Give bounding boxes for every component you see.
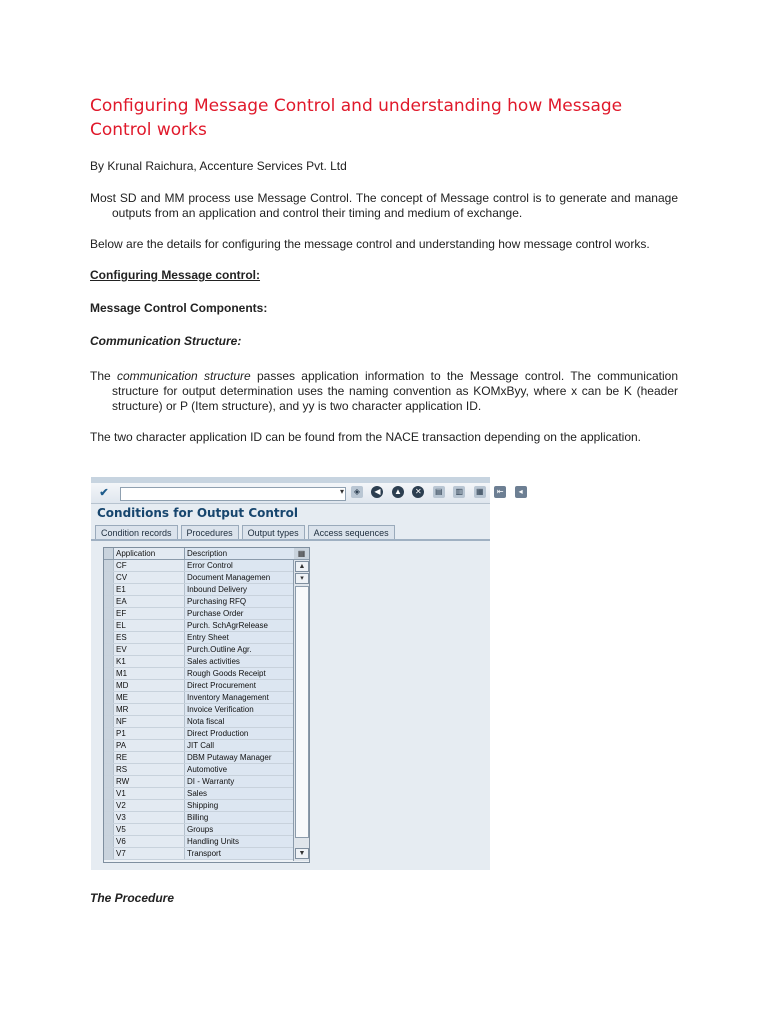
application-cell: RW [114,776,185,788]
scroll-thumb[interactable] [295,586,309,838]
application-cell: P1 [114,728,185,740]
intro-paragraph: Most SD and MM process use Message Control. The concept of Message control is to generate and manage outputs from an application and control their timing and medium of exchange. [90,191,678,220]
table-row[interactable] [104,752,298,764]
row-selector[interactable] [104,848,114,860]
table-row[interactable] [104,740,298,752]
application-cell: V3 [114,812,185,824]
application-cell: ME [114,692,185,704]
description-cell: DI - Warranty [185,776,298,788]
description-cell: Handling Units [185,836,298,848]
application-cell: E1 [114,584,185,596]
row-selector[interactable] [104,668,114,680]
table-row[interactable] [104,620,298,632]
row-selector[interactable] [104,692,114,704]
row-selector[interactable] [104,740,114,752]
table-row[interactable] [104,680,298,692]
application-cell: EV [114,644,185,656]
description-cell: Purch. SchAgrRelease [185,620,298,632]
table-row[interactable] [104,824,298,836]
table-row[interactable] [104,728,298,740]
row-selector[interactable] [104,824,114,836]
description-cell: JIT Call [185,740,298,752]
application-cell: V7 [114,848,185,860]
row-selector[interactable] [104,632,114,644]
table-row[interactable] [104,788,298,800]
table-settings-icon[interactable]: ▦ [294,548,309,560]
previous-page-icon[interactable]: ◂ [515,486,527,498]
details-paragraph: Below are the details for configuring the message control and understanding how message control works. [90,237,650,251]
comm-rest: passes application information to the Message control. The communication structure for output determination uses the naming convention as KOMxByy, where x can be K (header structure) or P (Item structure), and yy is two character application ID. [112,369,678,413]
application-cell: EL [114,620,185,632]
description-cell: Billing [185,812,298,824]
table-row[interactable] [104,596,298,608]
application-cell: EF [114,608,185,620]
description-cell: Sales [185,788,298,800]
communication-structure-paragraph [90,369,678,414]
table-row[interactable] [104,632,298,644]
application-cell: ES [114,632,185,644]
table-row[interactable] [104,572,298,584]
sap-toolbar [91,483,523,504]
row-selector[interactable] [104,584,114,596]
application-cell: RS [114,764,185,776]
table-row[interactable] [104,560,298,572]
description-cell: DBM Putaway Manager [185,752,298,764]
table-row[interactable] [104,836,298,848]
print-icon[interactable]: ▤ [433,486,445,498]
row-selector[interactable] [104,776,114,788]
table-header-row [104,548,298,560]
toolbar-icon-group [351,486,531,500]
description-cell: Nota fiscal [185,716,298,728]
description-cell: Transport [185,848,298,860]
table-row[interactable] [104,800,298,812]
select-all-cell[interactable] [104,548,114,560]
description-cell: Direct Procurement [185,680,298,692]
table-row[interactable] [104,716,298,728]
description-cell: Purchase Order [185,608,298,620]
application-cell: V1 [114,788,185,800]
application-cell: V5 [114,824,185,836]
command-dropdown-icon[interactable]: ▾ [339,487,344,496]
condition-records-button[interactable]: Condition records [95,525,178,541]
row-selector[interactable] [104,608,114,620]
description-cell: Direct Production [185,728,298,740]
comm-term: communication structure [116,369,251,383]
table-body [104,560,298,860]
row-selector[interactable] [104,728,114,740]
nace-paragraph: The two character application ID can be found from the NACE transaction depending on the application. [90,430,641,444]
application-cell: MD [114,680,185,692]
table-row[interactable] [104,656,298,668]
application-cell: CV [114,572,185,584]
row-selector[interactable] [104,656,114,668]
section-heading-configuring: Configuring Message control: [90,268,261,282]
table-row[interactable] [104,764,298,776]
section-heading-communication-structure: Communication Structure: [90,334,242,348]
table-row[interactable] [104,692,298,704]
application-cell: PA [114,740,185,752]
table-row[interactable] [104,848,298,860]
application-cell: M1 [114,668,185,680]
row-selector[interactable] [104,764,114,776]
description-cell: Groups [185,824,298,836]
description-cell: Rough Goods Receipt [185,668,298,680]
description-cell: Sales activities [185,656,298,668]
row-selector[interactable] [104,788,114,800]
save-icon[interactable]: ◈ [351,486,363,498]
table-row[interactable] [104,812,298,824]
enter-check-icon[interactable]: ✔ [99,487,109,499]
row-selector[interactable] [104,560,114,572]
first-page-icon[interactable]: ⇤ [494,486,506,498]
scroll-down-icon[interactable]: ▼ [295,848,309,859]
application-grid [104,548,298,860]
output-types-button[interactable]: Output types [242,525,305,541]
column-header-description[interactable]: Description [185,548,298,560]
table-row[interactable] [104,668,298,680]
table-row[interactable] [104,704,298,716]
sap-screenshot [91,477,523,870]
application-cell: V2 [114,800,185,812]
section-heading-procedure: The Procedure [90,891,175,905]
application-cell: CF [114,560,185,572]
description-cell: Error Control [185,560,298,572]
application-table [103,547,310,863]
page-up-icon[interactable]: ▾ [295,573,309,584]
row-selector[interactable] [104,620,114,632]
back-icon[interactable]: ◀ [371,486,383,498]
description-cell: Shipping [185,800,298,812]
row-selector[interactable] [104,836,114,848]
description-cell: Document Managemen [185,572,298,584]
row-selector[interactable] [104,752,114,764]
description-cell: Entry Sheet [185,632,298,644]
document-title: Configuring Message Control and understanding how Message Control works [90,96,623,140]
row-selector[interactable] [104,680,114,692]
row-selector[interactable] [104,716,114,728]
description-cell: Purchasing RFQ [185,596,298,608]
sap-divider [91,539,490,541]
row-selector[interactable] [104,704,114,716]
exit-icon[interactable]: ▲ [392,486,404,498]
row-selector[interactable] [104,596,114,608]
find-icon[interactable]: ▥ [453,486,465,498]
scroll-up-icon[interactable]: ▲ [295,561,309,572]
table-row[interactable] [104,584,298,596]
table-scrollbar[interactable] [293,560,309,861]
row-selector[interactable] [104,644,114,656]
cancel-icon[interactable]: ✕ [412,486,424,498]
comm-lead: The [90,369,117,383]
command-field[interactable] [120,487,346,501]
row-selector[interactable] [104,572,114,584]
access-sequences-button[interactable]: Access sequences [308,525,395,541]
sap-screen-title: Conditions for Output Control [97,506,298,520]
find-next-icon[interactable]: ▦ [474,486,486,498]
description-cell: Automotive [185,764,298,776]
table-row[interactable] [104,644,298,656]
row-selector[interactable] [104,800,114,812]
byline: By Krunal Raichura, Accenture Services Pvt. Ltd [90,159,347,173]
application-cell: RE [114,752,185,764]
procedures-button[interactable]: Procedures [181,525,239,541]
description-cell: Invoice Verification [185,704,298,716]
table-row[interactable] [104,608,298,620]
document-body [90,94,678,461]
description-cell: Inbound Delivery [185,584,298,596]
row-selector[interactable] [104,812,114,824]
application-cell: V6 [114,836,185,848]
application-cell: NF [114,716,185,728]
column-header-application[interactable]: Application [114,548,185,560]
description-cell: Inventory Management [185,692,298,704]
table-row[interactable] [104,776,298,788]
application-cell: EA [114,596,185,608]
application-cell: K1 [114,656,185,668]
description-cell: Purch.Outline Agr. [185,644,298,656]
application-cell: MR [114,704,185,716]
section-heading-components: Message Control Components: [90,301,268,315]
